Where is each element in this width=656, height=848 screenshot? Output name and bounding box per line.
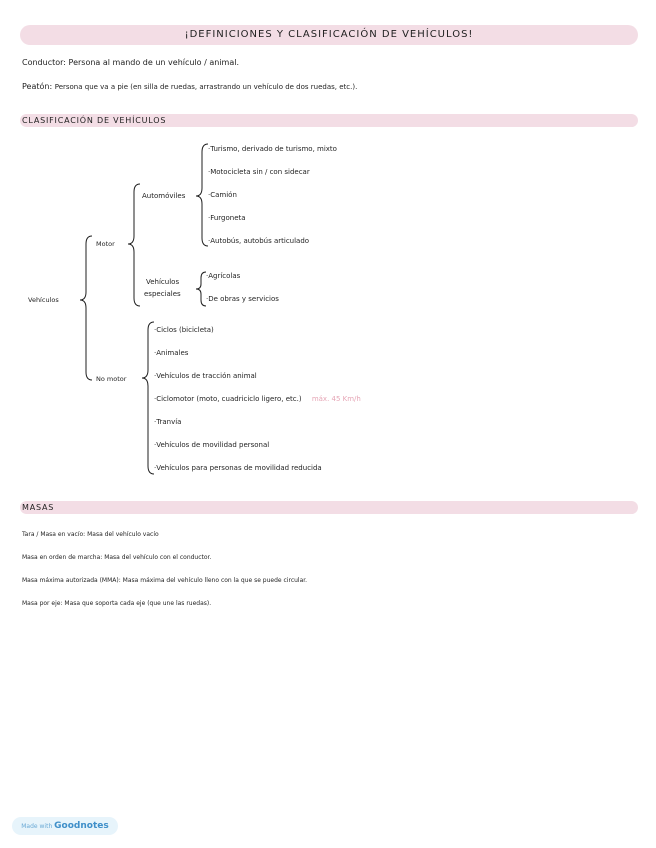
masa-text: Masa del vehículo vacío — [87, 531, 159, 538]
masas-heading: MASAS — [20, 501, 638, 514]
made-with-label: Made with — [21, 823, 53, 830]
masa-term: Masa por eje: — [22, 600, 63, 607]
tree-root-label: Vehículos — [28, 296, 59, 304]
masa-text: Masa máxima del vehículo lleno con la que se puede circular. — [122, 577, 308, 584]
list-item-especiales: ·De obras y servicios — [206, 295, 279, 303]
goodnotes-logo: Goodnotes — [54, 821, 109, 831]
definition-conductor — [22, 58, 239, 68]
list-item-automoviles: ·Motocicleta sin / con sidecar — [208, 168, 310, 176]
masa-text: Masa del vehículo con el conductor. — [104, 554, 212, 561]
list-item-automoviles: ·Turismo, derivado de turismo, mixto — [208, 145, 337, 153]
tree-no-motor-label: No motor — [96, 375, 127, 383]
masa-term: Masa máxima autorizada (MMA): — [22, 577, 121, 584]
list-item-text: ·Ciclomotor (moto, cuadriciclo ligero, etc.) — [154, 395, 302, 403]
brace-vehiculos — [80, 236, 92, 380]
brace-automoviles — [196, 144, 208, 246]
brace-especiales — [196, 272, 206, 306]
brace-motor — [128, 184, 140, 306]
masa-term: Tara / Masa en vacío: — [22, 531, 86, 538]
list-item-no-motor: ·Tranvía — [154, 418, 182, 426]
definition-text: Persona al mando de un vehículo / animal. — [68, 58, 240, 67]
classification-heading: CLASIFICACIÓN DE VEHÍCULOS — [20, 114, 638, 127]
tree-motor-label: Motor — [96, 240, 115, 248]
list-item-automoviles: ·Furgoneta — [208, 214, 246, 222]
list-item-automoviles: ·Camión — [208, 191, 237, 199]
definition-text: Persona que va a pie (en silla de ruedas, arrastrando un vehículo de dos ruedas, etc.). — [54, 83, 358, 91]
tree-automoviles-label: Automóviles — [142, 192, 186, 200]
page-title: ¡DEFINICIONES Y CLASIFICACIÓN DE VEHÍCULOS! — [20, 25, 638, 45]
masa-definition — [22, 530, 159, 540]
definition-term: Peatón: — [22, 82, 53, 91]
list-item-no-motor: ·Vehículos de tracción animal — [154, 372, 257, 380]
tree-especiales-label-line2: especiales — [144, 290, 181, 298]
brace-no-motor — [142, 322, 154, 474]
masa-term: Masa en orden de marcha: — [22, 554, 103, 561]
list-item-no-motor: ·Animales — [154, 349, 189, 357]
masa-definition — [22, 576, 307, 586]
list-item-no-motor — [154, 394, 361, 404]
masa-text: Masa que soporta cada eje (que une las ruedas). — [64, 600, 212, 607]
definition-peaton — [22, 82, 357, 92]
made-with-goodnotes-badge[interactable] — [12, 817, 118, 835]
list-item-especiales: ·Agrícolas — [206, 272, 241, 280]
list-item-no-motor: ·Vehículos de movilidad personal — [154, 441, 270, 449]
tree-especiales-label-line1: Vehículos — [146, 278, 180, 286]
list-item-no-motor: ·Vehículos para personas de movilidad reducida — [154, 464, 322, 472]
list-item-no-motor: ·Ciclos (bicicleta) — [154, 326, 214, 334]
list-item-automoviles: ·Autobús, autobús articulado — [208, 237, 310, 245]
ciclomotor-speed-note: máx. 45 Km/h — [311, 395, 361, 403]
masa-definition — [22, 599, 211, 609]
definition-term: Conductor: — [22, 58, 66, 67]
masa-definition — [22, 553, 211, 563]
